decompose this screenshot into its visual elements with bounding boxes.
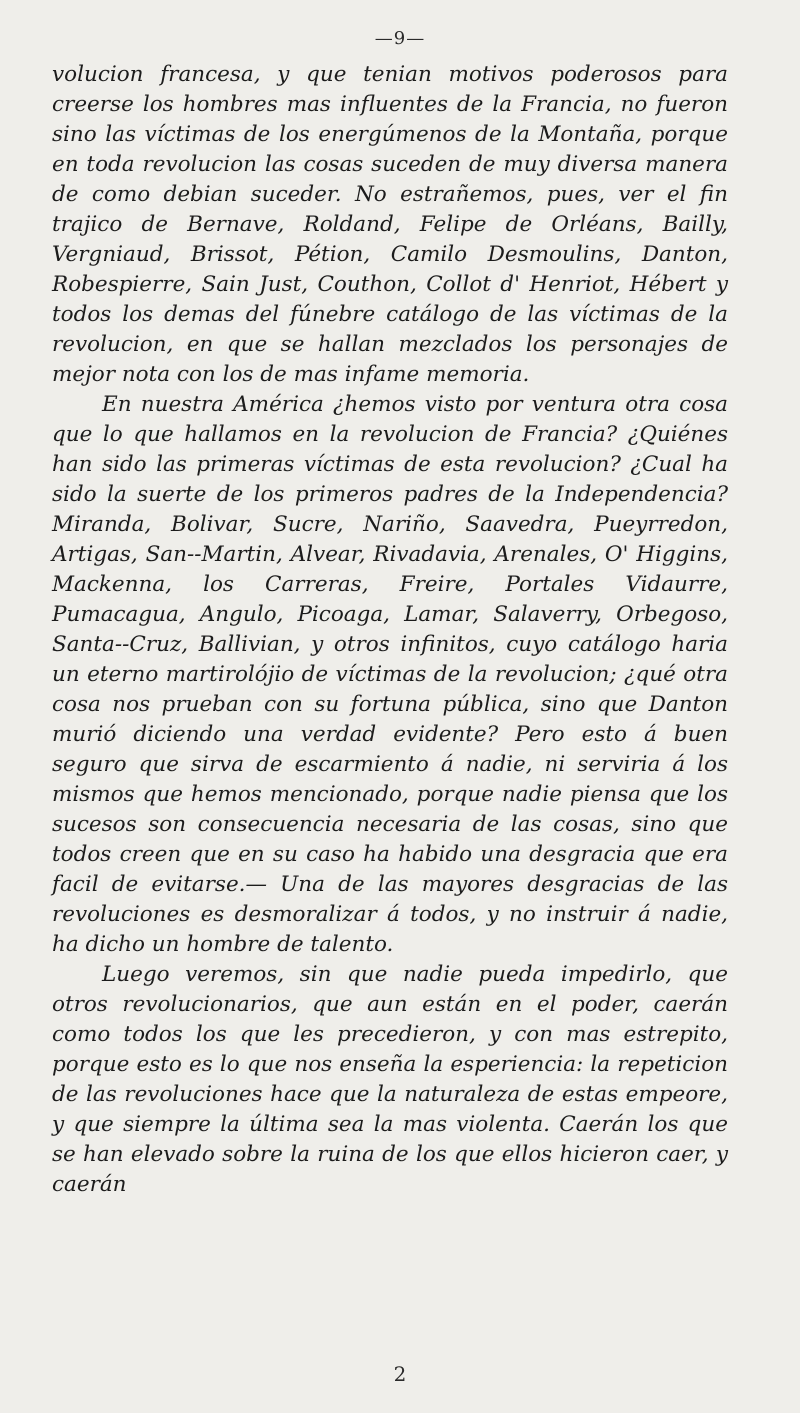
paragraph-1: volucion francesa, y que tenian motivos poderosos para creerse los hombres mas influentes de la Francia, no fueron sino las víctimas de los energúmenos de la Montaña, porque en toda revolucion las cosas suceden de muy diversa manera de como debian suceder. No estrañemos, pues, ver el fin trajico de Bernave, Roldand, Felipe de Orléans, Bailly, Vergniaud, Brissot, Pétion, Camilo Desmoulins, Danton, Robespierre, Sain Just, Couthon, Collot d' Henriot, Hébert y todos los demas del fúnebre catálogo de las víctimas de la revolucion, en que se hallan mezclados los personajes de mejor nota con los de mas infame memoria.: [52, 62, 728, 387]
signature-mark: 2: [393, 1362, 407, 1386]
paragraph-2: En nuestra América ¿hemos visto por ventura otra cosa que lo que hallamos en la revolucion de Francia? ¿Quiénes han sido las primeras víctimas de esta revolucion? ¿Cual ha sido la suerte de los primeros padres de la Independencia? Miranda, Bolivar, Sucre, Nariño, Saavedra, Pueyrredon, Artigas, San--Martin, Alvear, Rivadavia, Arenales, O' Higgins, Mackenna, los Carreras, Freire, Portales Vidaurre, Pumacagua, Angulo, Picoaga, Lamar, Salaverry, Orbegoso, Santa--Cruz, Ballivian, y otros infinitos, cuyo catálogo haria un eterno martirolójio de víctimas de la revolucion; ¿qué otra cosa nos prueban con su fortuna pública, sino que Danton murió diciendo una verdad evidente? Pero esto á buen seguro que sirva de escarmiento á nadie, ni serviria á los mismos que hemos mencionado, porque nadie piensa que los sucesos son consecuencia necesaria de las cosas, sino que todos creen que en su caso ha habido una desgracia que era facil de evitarse.— Una de las mayores desgracias de las revoluciones es desmoralizar á todos, y no instruir á nadie, ha dicho un hombre de talento.: [52, 392, 728, 957]
paragraph-3: Luego veremos, sin que nadie pueda impedirlo, que otros revolucionarios, que aun están en el poder, caerán como todos los que les precedieron, y con mas estrepito, porque esto es lo que nos enseña la esperiencia: la repeticion de las revoluciones hace que la naturaleza de estas empeore, y que siempre la última sea la mas violenta. Caerán los que se han elevado sobre la ruina de los que ellos hicieron caer, y caerán: [52, 962, 728, 1197]
page-number: —9—: [374, 28, 426, 49]
body-text: [52, 60, 728, 1200]
